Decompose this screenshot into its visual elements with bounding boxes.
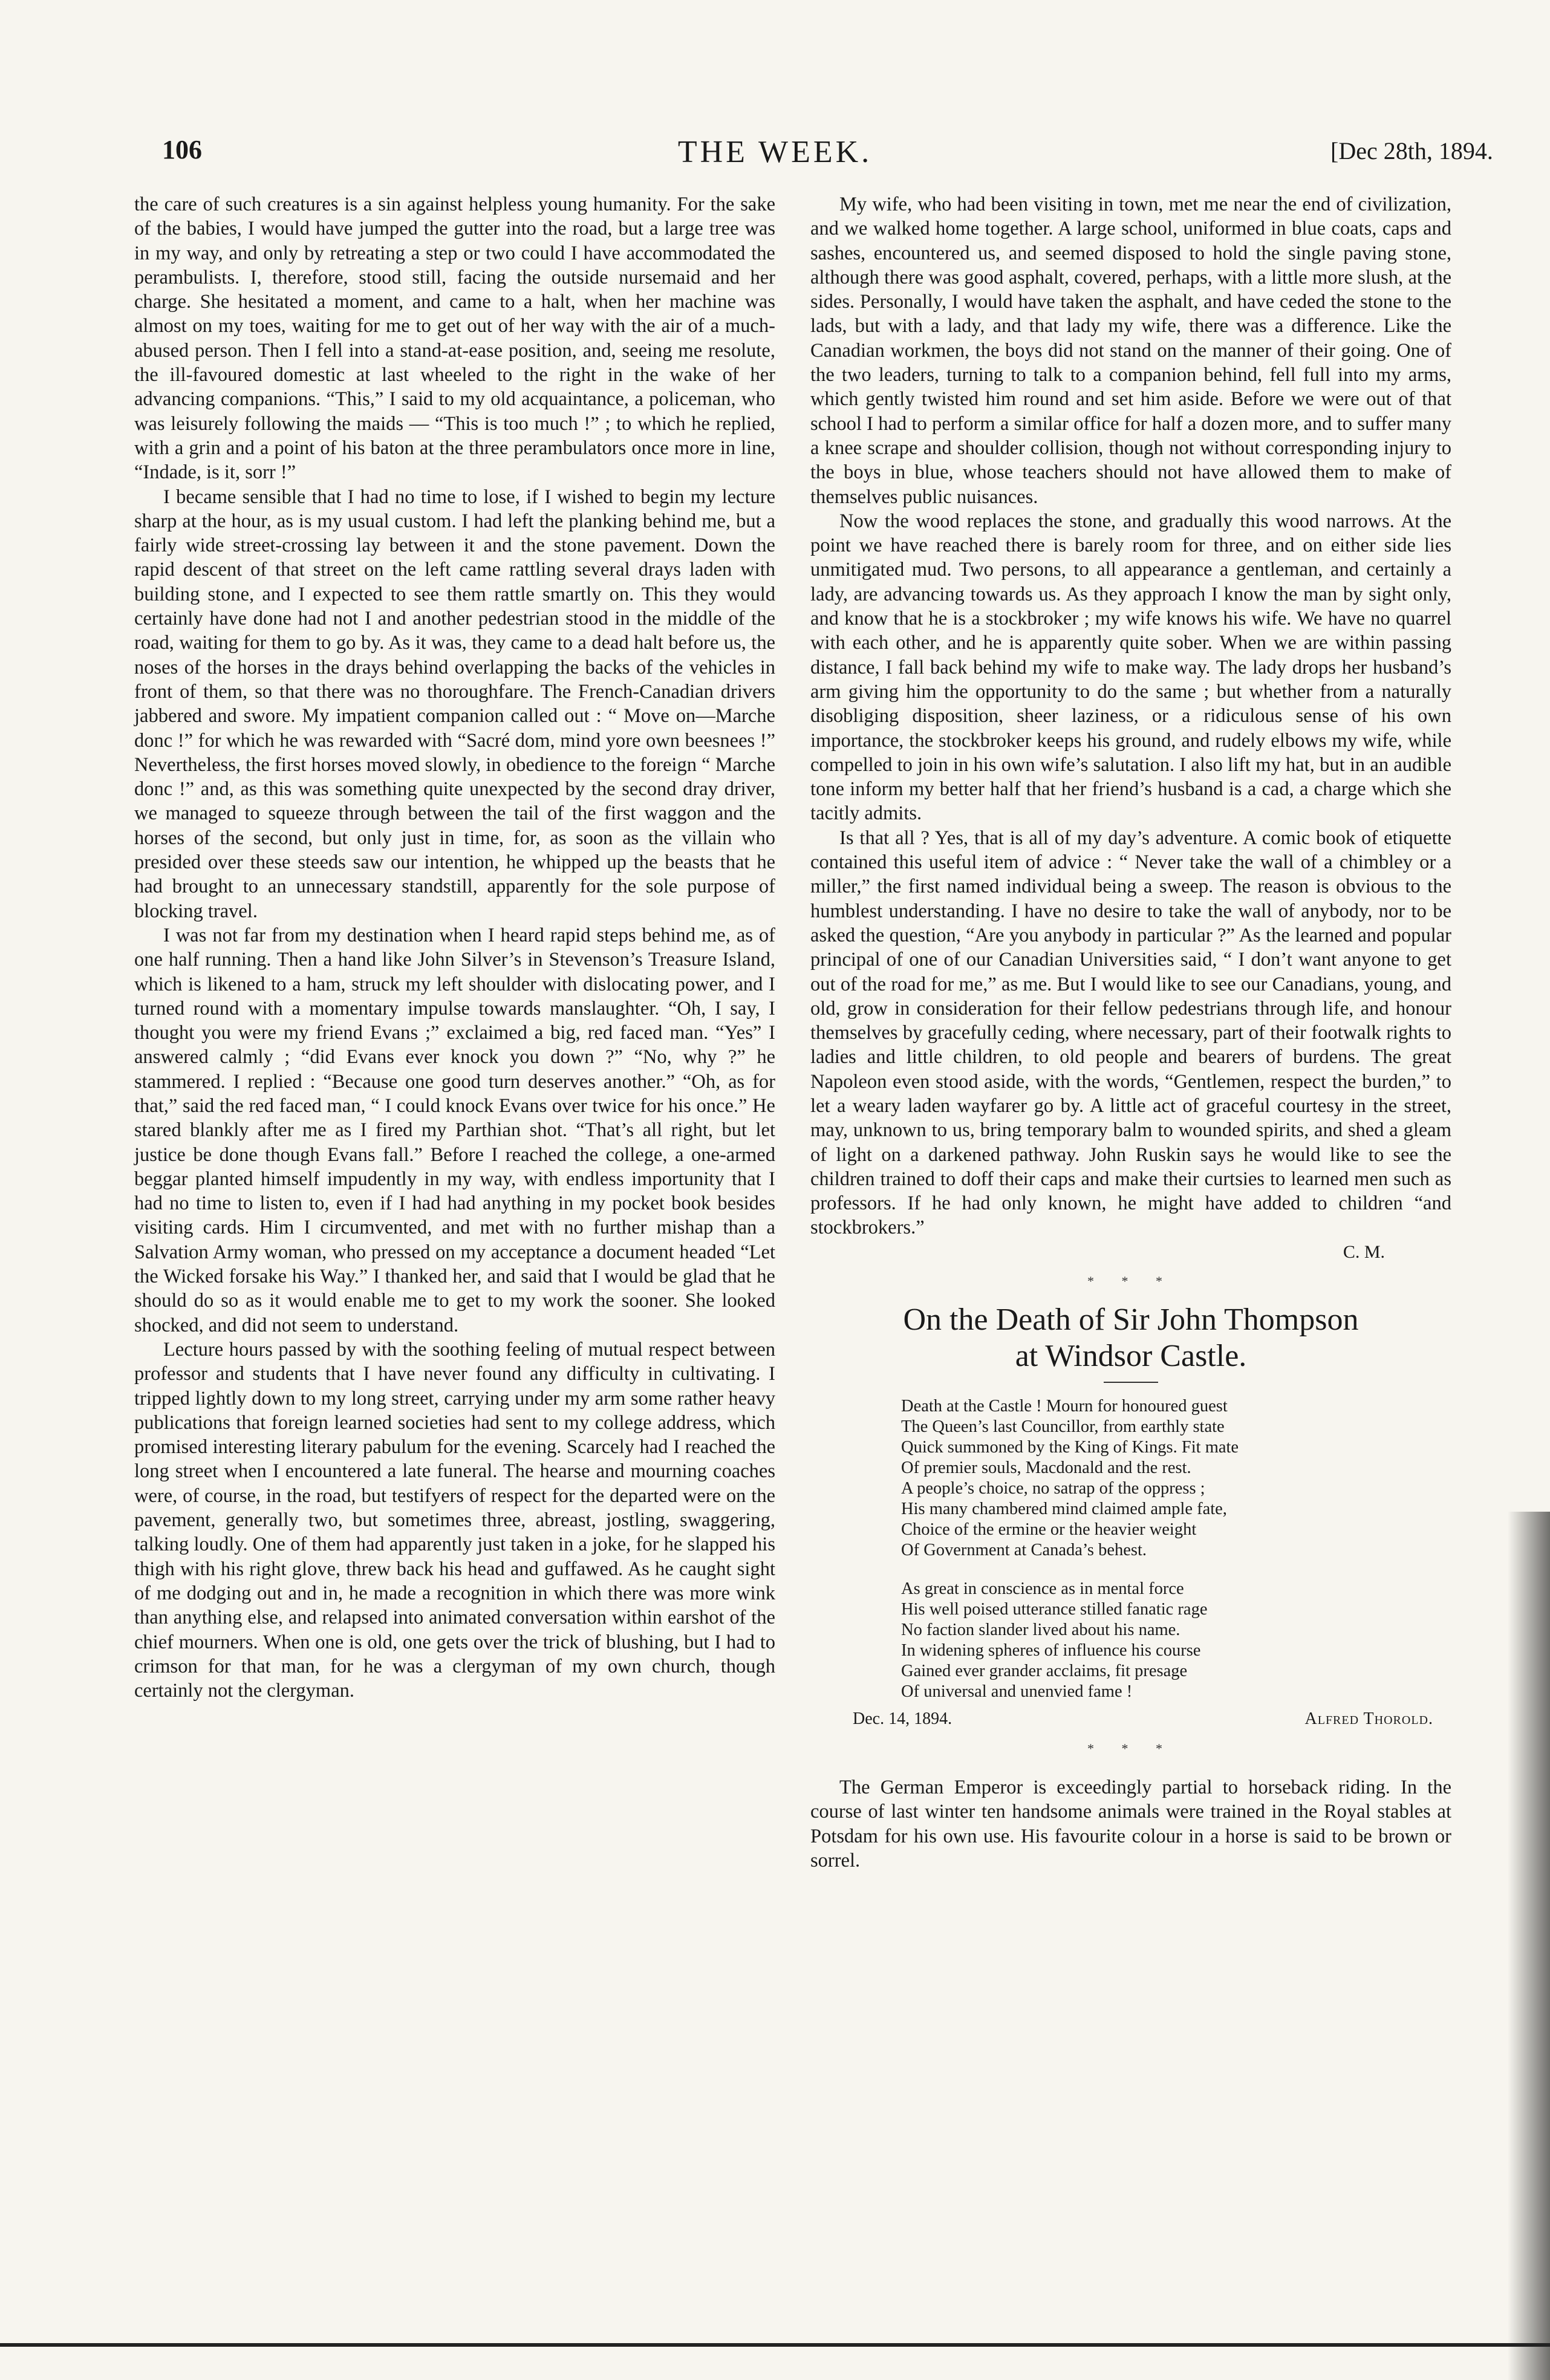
masthead-title: THE WEEK.: [677, 135, 873, 169]
paragraph: the care of such creatures is a sin against helpless young humanity. For the sake of the babies, I would have jumped the gutter into the road, but a large tree was in my way, and only by retreating a step or two could I have accommodated the perambulists. I, therefore, stood still, facing the outside nursemaid and her charge. She hesitated a moment, and came to a halt, when her machine was almost on my toes, waiting for me to get out of her way with the air of a much-abused person. Then I fell into a stand-at-ease position, and, seeing me resolute, the ill-favoured domestic at last wheeled to the right in the wake of her advancing companions. “This,” I said to my old acquaintance, a policeman, who was leisurely following the maids — “This is too much !” ; to which he replied, with a grin and a point of his baton at the three perambulators once more in line, “Indade, is it, sorr !”: [134, 193, 775, 484]
paragraph: The German Emperor is exceedingly partial to horseback riding. In the course of last winter ten handsome animals were trained in the Royal stables at Potsdam for his own use. His favourite colour in a horse is said to be brown or sorrel.: [810, 1776, 1451, 1871]
right-column: [810, 192, 1451, 1873]
poem-title: [810, 1302, 1451, 1374]
poem-stanza: [901, 1396, 1451, 1561]
article-signature: C. M.: [1343, 1241, 1385, 1262]
paragraph: I became sensible that I had no time to lose, if I wished to begin my lecture sharp at the hour, as is my usual custom. I had left the planking behind me, but a fairly wide street-crossing lay between it and the stone pavement. Down the rapid descent of that street on the left came rattling several drays laden with building stone, and I expected to see them rattle smartly on. This they would certainly have done had not I and another pedestrian stood in the middle of the road, waiting for them to go by. As it was, they came to a dead halt before us, the noses of the horses in the drays behind overlapping the backs of the vehicles in front of them, so that there was no thoroughfare. The French-Canadian drivers jabbered and swore. My impatient companion called out : “ Move on—Marche donc !” for which he was rewarded with “Sacré dom, mind yore own beesnees !” Nevertheless, the first horses moved slowly, in obedience to the foreign “ Marche donc !” and, as this was something quite unexpected by the second dray driver, we managed to squeeze through between the tail of the first waggon and the horses of the second, but only just in time, for, as soon as the villain who presided over these steeds saw our intention, he whipped up the beasts that he had brought to an unnecessary standstill, apparently for the sole purpose of blocking travel.: [134, 486, 775, 922]
poem-line: The Queen’s last Councillor, from earthly state: [901, 1417, 1225, 1437]
poem-stanza: [901, 1579, 1451, 1702]
poem-title-line: On the Death of Sir John Thompson: [903, 1302, 1359, 1338]
poem-title-line: at Windsor Castle.: [1015, 1339, 1247, 1374]
poem-line: Of universal and unenvied fame !: [901, 1682, 1133, 1702]
poem-line: In widening spheres of influence his course: [901, 1641, 1201, 1660]
paragraph: My wife, who had been visiting in town, met me near the end of civilization, and we walked home together. A large school, uniformed in blue coats, caps and sashes, encountered us, and seemed disposed to hold the single paving stone, although there was good asphalt, covered, perhaps, with a little more slush, at the sides. Personally, I would have taken the asphalt, and have ceded the stone to the lads, but with a lady, and that lady my wife, there was a difference. Like the Canadian workmen, the boys did not stand on the manner of their going. One of the two leaders, turning to talk to a companion behind, fell full into my arms, which gently twisted him round and set him aside. Before we were out of that school I had to perform a similar office for half a dozen more, and to suffer many a knee scrape and shoulder collision, though not without corresponding injury to the boys in blue, whose teachers should not have allowed them to make of themselves public nuisances.: [810, 193, 1451, 508]
poem-line: Gained ever grander acclaims, fit presage: [901, 1662, 1188, 1681]
stanza-gap: [810, 1561, 1451, 1579]
issue-date: [Dec 28th, 1894.: [1330, 137, 1493, 164]
poem-line: No faction slander lived about his name.: [901, 1621, 1180, 1640]
paragraph: I was not far from my destination when I heard rapid steps behind me, as of one half running. Then a hand like John Silver’s in Stevenson’s Treasure Island, which is likened to a ham, struck my left shoulder with dislocating power, and I turned round with a momentary impulse towards manslaughter. “Oh, I say, I thought you were my friend Evans ;” exclaimed a big, red faced man. “Yes” I answered calmly ; “did Evans ever knock you down ?” “No, why ?” he stammered. I replied : “Because one good turn deserves another.” “Oh, as for that,” said the red faced man, “ I could knock Evans over twice for his once.” He stared blankly after me as I fired my Parthian shot. “That’s all right, but let justice be done though Evans fall.” Before I reached the college, a one-armed beggar planted himself impudently in my way, with endless importunity that I had no time to listen to, even if I had had anything in my pocket book besides visiting cards. Him I circumvented, and met with no further mishap than a Salvation Army woman, who pressed on my acceptance a document headed “Let the Wicked forsake his Way.” I thanked her, and said that I would be glad that he should do so as it would enable me to get to my work the sooner. She looked shocked, and did not seem to understand.: [134, 924, 775, 1336]
poem-date: Dec. 14, 1894.: [853, 1709, 952, 1729]
page-bottom-edge: [0, 2343, 1550, 2347]
section-separator: * * *: [1087, 1273, 1174, 1289]
title-rule: [1104, 1382, 1158, 1383]
poem-line: Death at the Castle ! Mourn for honoured guest: [901, 1397, 1228, 1416]
poem-line: Of premier souls, Macdonald and the rest.: [901, 1458, 1191, 1478]
paragraph: Now the wood replaces the stone, and gradually this wood narrows. At the point we have reached there is barely room for three, and on either side lies unmitigated mud. Two persons, to all appearance a gentleman, and certainly a lady, are advancing towards us. As they approach I know the man by sight only, and know that he is a stockbroker ; my wife knows his wife. We have no quarrel with each other, and he is apparently quite sober. When we are within passing distance, I fall back behind my wife to make way. The lady drops her husband’s arm giving him the opportunity to do the same ; but whether from a naturally disobliging disposition, sheer laziness, or a ridiculous sense of his own importance, the stockbroker keeps his ground, and rudely elbows my wife, while compelled to join in his own wife’s salutation. I also lift my hat, but in an audible tone inform my better half that her friend’s husband is a cad, a charge which she tacitly admits.: [810, 510, 1451, 825]
poem-line: His many chambered mind claimed ample fate,: [901, 1500, 1227, 1519]
poem-line: His well poised utterance stilled fanatic rage: [901, 1600, 1208, 1619]
section-separator: * * *: [1087, 1740, 1174, 1756]
poem-author: Alfred Thorold.: [1304, 1709, 1433, 1729]
paragraph: Lecture hours passed by with the soothing feeling of mutual respect between professor and students that I have never found any difficulty in cultivating. I tripped lightly down to my long street, carrying under my arm some rather heavy publications that foreign learned societies had sent to my college address, which promised interesting literary pabulum for the evening. Scarcely had I reached the long street when I encountered a late funeral. The hearse and mourning coaches were, of course, in the road, but testifyers of respect for the departed were on the pavement, generally two, but sometimes three, abreast, jostling, swaggering, talking loudly. One of them had apparently just taken in a joke, for he slapped his thigh with his right glove, threw back his head and guffawed. As he caught sight of me dodging out and in, he made a recognition in which there was more wink than anything else, and relapsed into animated conversation within earshot of the chief mourners. When one is old, one gets over the trick of blushing, but I had to crimson for that man, for he was a clergyman of my own church, though certainly not the clergyman.: [134, 1338, 775, 1702]
page-header: [0, 134, 1550, 171]
paragraph: Is that all ? Yes, that is all of my day’s adventure. A comic book of etiquette contained this useful item of advice : “ Never take the wall of a chimbley or a miller,” the first named individual being a sweep. The reason is obvious to the humblest understanding. I have no desire to take the wall of anybody, nor to be asked the question, “Are you anybody in particular ?” As the learned and popular principal of one of our Canadian Universities said, “ I don’t want anyone to get out of the road for me,” as me. But I would like to see our Canadians, young, and old, grow in consideration for their fellow pedestrians through life, and honour themselves by gracefully ceding, where necessary, part of their footwalk rights to ladies and little children, to old people and bearers of burdens. The great Napoleon even stood aside, with the words, “Gentlemen, respect the burden,” to let a weary laden wayfarer go by. A little act of graceful courtesy in the street, may, unknown to us, bring temporary balm to wounded spirits, and shed a gleam of light on a darkened pathway. John Ruskin says he would like to see the children trained to doff their caps and make their curtsies to learned men such as professors. If he had only known, he might have added to children “and stockbrokers.”: [810, 827, 1451, 1239]
poem-line: Choice of the ermine or the heavier weight: [901, 1520, 1197, 1540]
page-edge-shadow: [1508, 1512, 1550, 2380]
poem-footer: [810, 1707, 1451, 1731]
poem-line: A people’s choice, no satrap of the oppress ;: [901, 1479, 1205, 1498]
page-number: 106: [162, 135, 202, 164]
poem-line: Quick summoned by the King of Kings. Fit mate: [901, 1438, 1239, 1457]
poem-line: As great in conscience as in mental force: [901, 1579, 1184, 1599]
left-column: [134, 192, 775, 1703]
poem-line: Of Government at Canada’s behest.: [901, 1541, 1147, 1560]
